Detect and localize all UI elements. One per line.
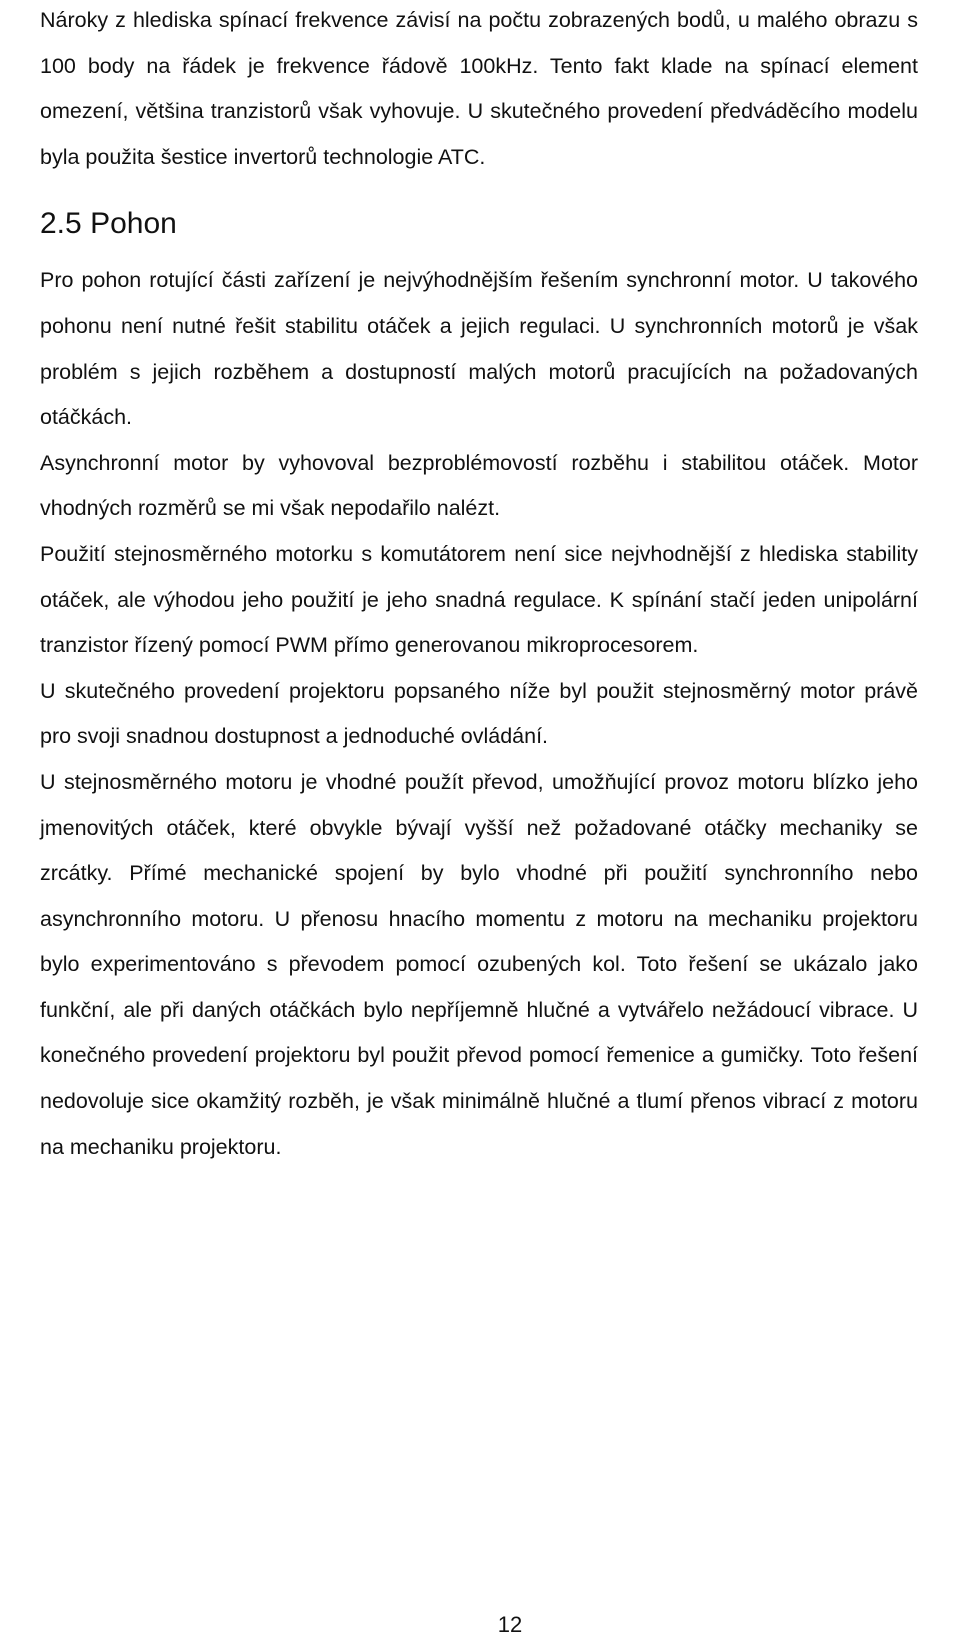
section-number: 2.5 <box>40 207 82 241</box>
paragraph-projector-motor: U skutečného provedení projektoru popsaného níže byl použit stejnosměrný motor právě pro svoji snadnou dostupnost a jednoduché ovládání. <box>40 678 918 749</box>
section-heading <box>40 204 918 244</box>
paragraph-synchronous-motor: Pro pohon rotující části zařízení je nejvýhodnějším řešením synchronní motor. U takového pohonu není nutné řešit stabilitu otáček a jejich regulaci. U synchronních motorů je však problém s jejich rozběhem a dostupností malých motorů pracujících na požadovaných otáčkách. <box>40 268 918 430</box>
paragraph-asynchronous-motor: Asynchronní motor by vyhovoval bezproblémovostí rozběhu i stabilitou otáček. Motor vhodných rozměrů se mi však nepodařilo nalézt. <box>40 450 918 521</box>
paragraph-dc-motor: Použití stejnosměrného motorku s komutátorem není sice nejvhodnější z hlediska stability otáček, ale výhodou jeho použití je jeho snadná regulace. K spínání stačí jeden unipolární tranzistor řízený pomocí PWM přímo generovanou mikroprocesorem. <box>40 541 918 658</box>
section-title: Pohon <box>90 207 177 241</box>
page-number: 12 <box>497 1612 523 1637</box>
intro-paragraph: Nároky z hlediska spínací frekvence závisí na počtu zobrazených bodů, u malého obrazu s 100 body na řádek je frekvence řádově 100kHz. Tento fakt klade na spínací element omezení, většina tranzistorů však vyhovuje. U skutečného provedení předváděcího modelu byla použita šestice invertorů technologie ATC. <box>40 8 918 169</box>
document-page <box>40 0 918 1170</box>
paragraph-gear-transmission: U stejnosměrného motoru je vhodné použít převod, umožňující provoz motoru blízko jeho jmenovitých otáček, které obvykle bývají vyšší než požadované otáčky mechaniky se zrcátky. Přímé mechanické spojení by bylo vhodné při použití synchronního nebo asynchronního motoru. U přenosu hnacího momentu z motoru na mechaniku projektoru bylo experimentováno s převodem pomocí ozubených kol. Toto řešení se ukázalo jako funkční, ale při daných otáčkách bylo nepříjemně hlučné a vytvářelo nežádoucí vibrace. U konečného provedení projektoru byl použit převod pomocí řemenice a gumičky. Toto řešení nedovoluje sice okamžitý rozběh, je však minimálně hlučné a tlumí přenos vibrací z motoru na mechaniku projektoru. <box>40 769 918 1159</box>
